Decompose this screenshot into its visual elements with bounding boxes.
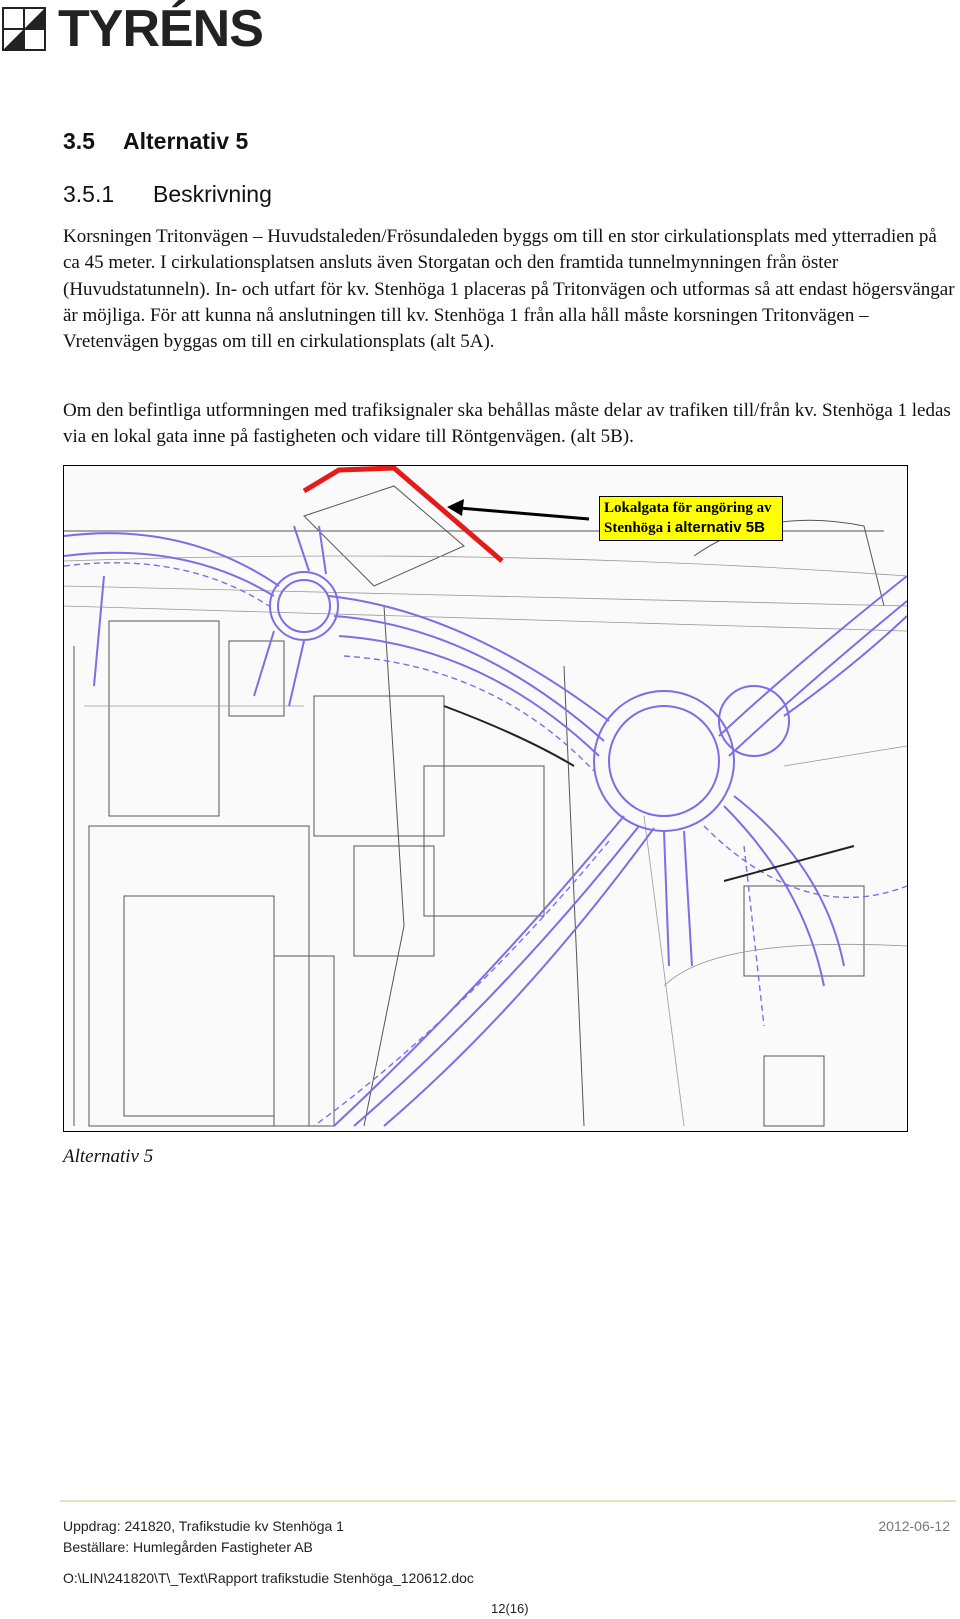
body-paragraph-2: Om den befintliga utformningen med trafiksignaler ska behållas måste delar av trafiken till/från kv. Stenhöga 1 ledas via en lokal gata inne på fastigheten och vidare till Röntgenvägen. (alt 5B). (63, 400, 951, 448)
footer-file-path: O:\LIN\241820\T\_Text\Rapport trafikstudie Stenhöga_120612.doc (63, 1570, 474, 1586)
callout-label (599, 496, 783, 541)
section-title: Alternativ 5 (123, 128, 249, 154)
footer-date: 2012-06-12 (878, 1518, 950, 1534)
section-heading (63, 128, 248, 155)
subsection-number: 3.5.1 (63, 181, 115, 207)
callout-text-sans: alternativ 5B (674, 519, 765, 536)
callout-text-serif: Lokalgata för angöring av Stenhöga i (604, 500, 772, 536)
subsection-heading (63, 181, 272, 208)
body-paragraph-1: Korsningen Tritonvägen – Huvudstaleden/Frösundaleden byggs om till en stor cirkulationsplats med ytterradien på ca 45 meter. I cirkulationsplatsen ansluts även Storgatan och den framtida tunnelmynningen från öster (Huvudstatunneln). In- och utfart för kv. Stenhöga 1 placeras på Tritonvägen och utformas så att endast högersvängar är möjliga. För att kunna nå anslutningen till kv. Stenhöga 1 från alla håll måste korsningen Tritonvägen – Vretenvägen byggas om till en cirkulationsplats (alt 5A). (63, 226, 955, 353)
footer-client: Beställare: Humlegården Fastigheter AB (63, 1539, 313, 1555)
page-number: 12(16) (491, 1601, 529, 1616)
road-plan-drawing (64, 466, 907, 1131)
logo-wordmark: TYRÉNS (58, 0, 263, 58)
figure-caption: Alternativ 5 (63, 1146, 154, 1167)
map-figure (63, 465, 908, 1132)
section-number: 3.5 (63, 128, 95, 154)
subsection-title: Beskrivning (153, 181, 272, 207)
footer-assignment: Uppdrag: 241820, Trafikstudie kv Stenhöga 1 (63, 1518, 344, 1534)
tyrens-logo-icon (2, 7, 46, 51)
local-street-highlight (304, 468, 502, 561)
company-logo (2, 0, 263, 58)
footer-divider (60, 1500, 956, 1502)
